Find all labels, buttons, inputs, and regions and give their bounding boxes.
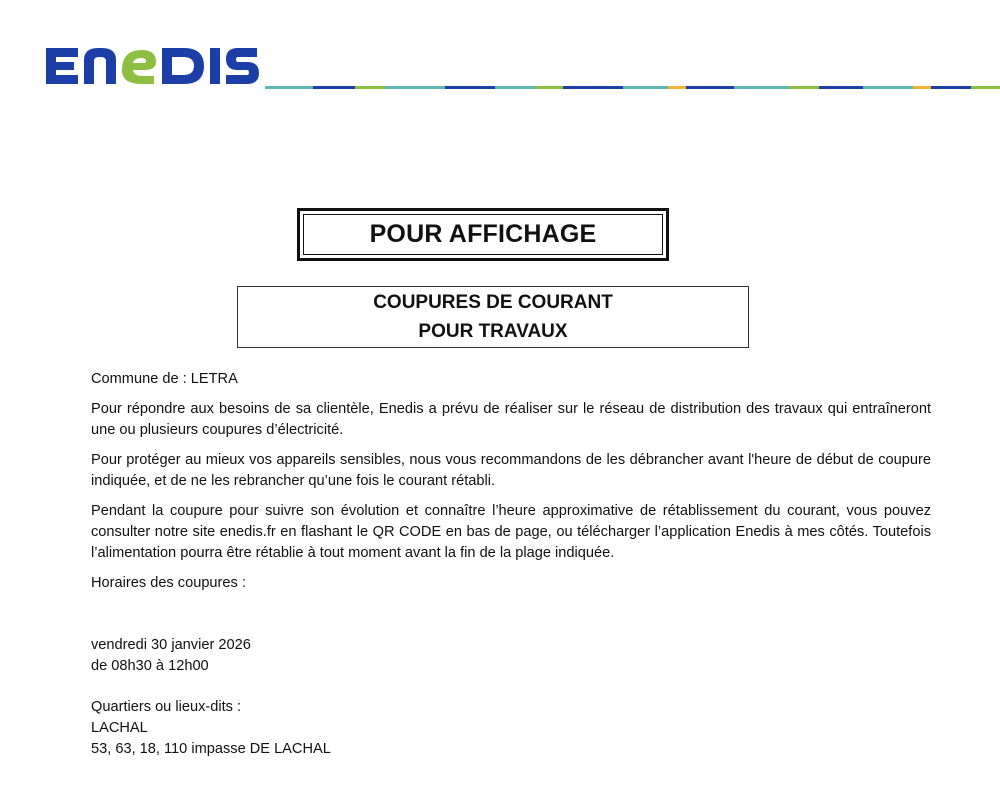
power-cut-title-box: [237, 286, 749, 348]
locations-heading: Quartiers ou lieux-dits :: [91, 699, 242, 715]
power-cut-title-line2: POUR TRAVAUX: [418, 321, 568, 342]
tracking-paragraph: Pendant la coupure pour suivre son évolution et connaître l’heure approximative de rétablissement du courant, vous pouvez consulter notre site enedis.fr en flashant le QR CODE en bas de page, ou télécharger l’application Enedis à mes côtés. Toutefois l’alimentation pourra être rétablie à tout moment avant la fin de la plage indiquée.: [91, 503, 931, 561]
display-notice-title: POUR AFFICHAGE: [303, 214, 663, 255]
schedule-heading: Horaires des coupures :: [91, 575, 246, 591]
location-address: 53, 63, 18, 110 impasse DE LACHAL: [91, 741, 331, 757]
power-cut-title-line1: COUPURES DE COURANT: [373, 292, 613, 313]
header-stripe: [265, 86, 1000, 89]
display-notice-box: [297, 208, 669, 261]
cut-date: vendredi 30 janvier 2026: [91, 637, 251, 653]
commune-line: Commune de : LETRA: [91, 371, 238, 387]
location-name: LACHAL: [91, 720, 148, 736]
enedis-logo: [44, 40, 259, 92]
advice-paragraph: Pour protéger au mieux vos appareils sensibles, nous vous recommandons de les débrancher avant l'heure de début de coupure indiquée, et de ne les rebrancher qu’une fois le courant rétabli.: [91, 452, 931, 489]
notice-body: [91, 369, 931, 760]
intro-paragraph: Pour répondre aux besoins de sa clientèle, Enedis a prévu de réaliser sur le réseau de distribution des travaux qui entraîneront une ou plusieurs coupures d’électricité.: [91, 401, 931, 438]
cut-time-range: de 08h30 à 12h00: [91, 658, 209, 674]
